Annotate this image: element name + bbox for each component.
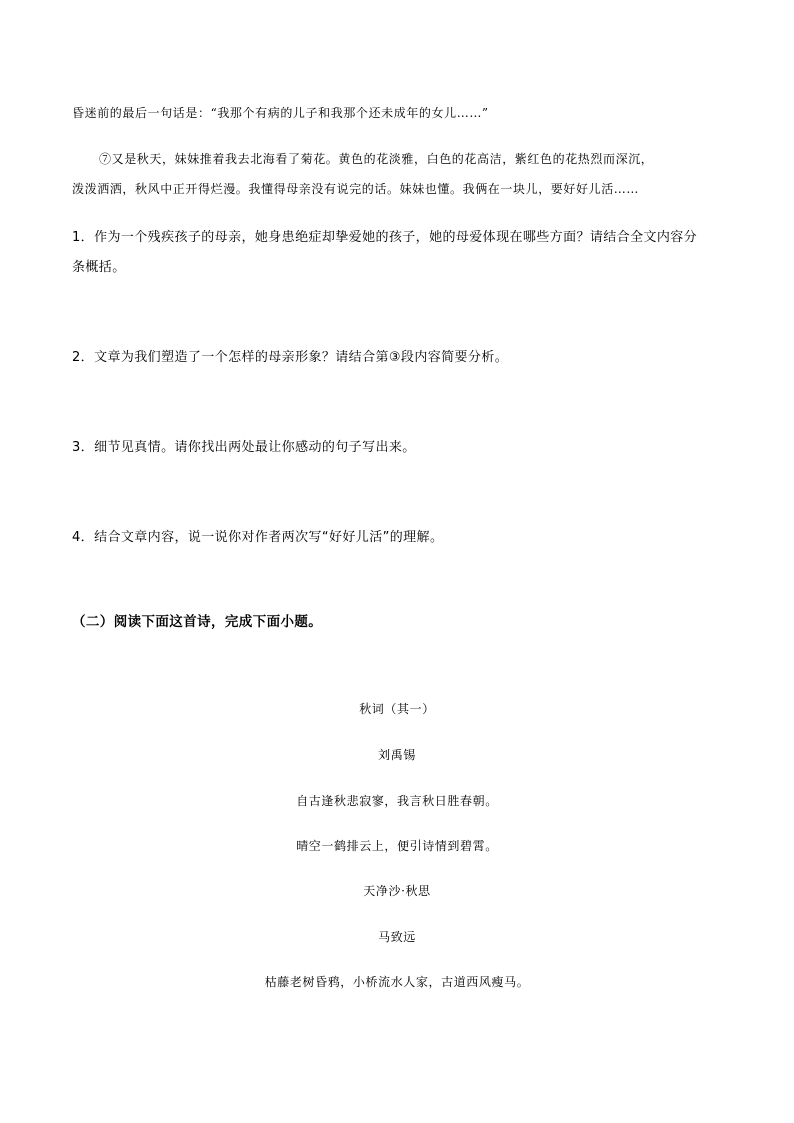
section-2-heading: （二）阅读下面这首诗，完成下面小题。 — [72, 614, 323, 630]
question-2-text: 2．文章为我们塑造了一个怎样的母亲形象？请结合第③段内容简要分析。 — [72, 350, 509, 365]
question-3-answer-space — [72, 458, 722, 518]
question-1-line-2: 条概括。 — [72, 260, 126, 275]
question-1-answer-space — [72, 278, 722, 338]
paragraph-7-line-1: ⑦又是秋天，妹妹推着我去北海看了菊花。黄色的花淡雅，白色的花高洁，紫红色的花热烈而深沉， — [99, 152, 654, 166]
question-4-text: 4．结合文章内容，说一说你对作者两次写“好好儿活”的理解。 — [72, 530, 444, 545]
poem-2-title: 天净沙·秋思 — [363, 884, 431, 898]
poem-1-title: 秋词（其一） — [359, 702, 435, 716]
poem-2-author: 马致远 — [378, 930, 416, 944]
poem-1-author: 刘禹锡 — [378, 748, 416, 762]
paragraph-7-line-2: 泼泼洒洒，秋风中正开得烂漫。我懂得母亲没有说完的话。妹妹也懂。我俩在一块儿，要好好儿活…… — [72, 182, 640, 196]
poem-2-line-1: 枯藤老树昏鸦，小桥流水人家，古道西风瘦马。 — [264, 975, 530, 989]
poem-1-line-1: 自古逢秋悲寂寥，我言秋日胜春朝。 — [296, 794, 498, 808]
passage-line-1: 昏迷前的最后一句话是：“我那个有病的儿子和我那个还未成年的女儿……” — [72, 106, 489, 120]
question-3-text: 3．细节见真情。请你找出两处最让你感动的句子写出来。 — [72, 440, 416, 455]
question-2-answer-space — [72, 368, 722, 428]
question-1-line-1: 1．作为一个残疾孩子的母亲，她身患绝症却挚爱她的孩子，她的母爱体现在哪些方面？请结合全文内容分 — [72, 230, 698, 245]
poem-1-line-2: 晴空一鹤排云上，便引诗情到碧霄。 — [296, 839, 498, 853]
